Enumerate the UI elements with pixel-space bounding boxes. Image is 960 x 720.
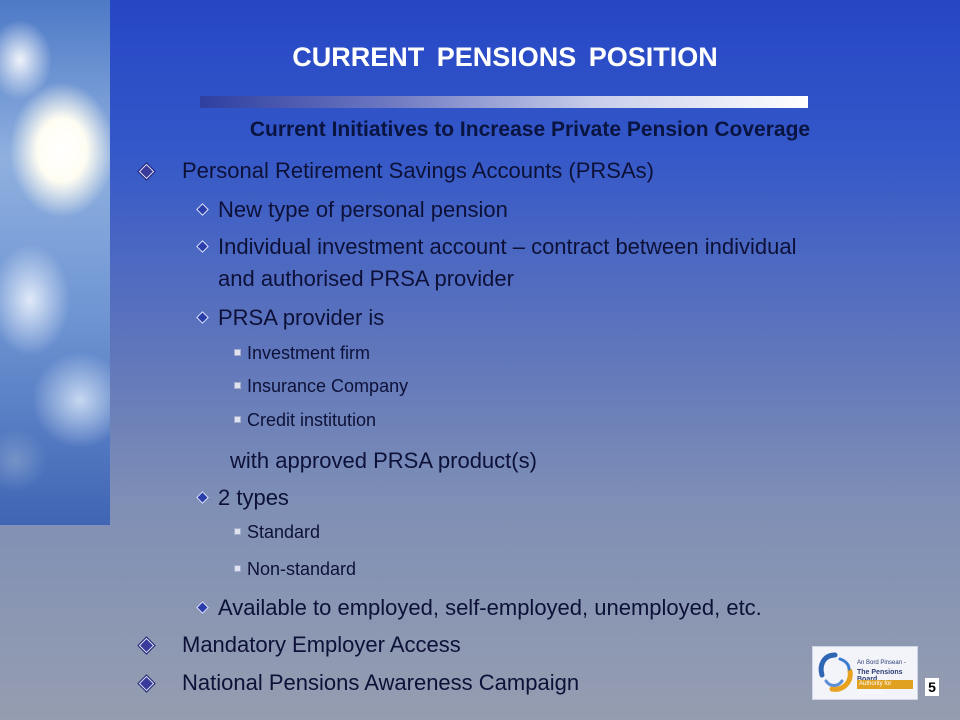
- bullet-provider-is: PRSA provider is: [218, 305, 385, 330]
- bullet-non-standard: Non-standard: [247, 559, 357, 579]
- diamond-bullet-icon: [196, 491, 209, 504]
- swirl-logo-icon: [816, 651, 854, 695]
- slide-number: 5: [925, 678, 939, 696]
- bullet-awareness-campaign: National Pensions Awareness Campaign: [182, 670, 580, 695]
- square-bullet-icon: [234, 382, 241, 389]
- bullet-individual-account-cont: and authorised PRSA provider: [218, 266, 514, 291]
- title-underline-bar: [200, 96, 808, 108]
- square-bullet-icon: [234, 416, 241, 423]
- diamond-bullet-icon: [139, 638, 155, 654]
- logo-line-tagline: Authority for Pensions: [857, 680, 913, 689]
- square-bullet-icon: [234, 528, 241, 535]
- bullet-standard: Standard: [247, 522, 321, 542]
- approved-product-note: with approved PRSA product(s): [230, 448, 537, 473]
- bullet-insurance-company: Insurance Company: [247, 376, 409, 396]
- square-bullet-icon: [234, 565, 241, 572]
- logo-line-irish: An Bord Pinsean -: [857, 660, 906, 666]
- diamond-bullet-icon: [196, 240, 209, 253]
- diamond-bullet-icon: [196, 311, 209, 324]
- bullet-mandatory-access: Mandatory Employer Access: [182, 632, 461, 657]
- bullet-credit-institution: Credit institution: [247, 410, 377, 430]
- bullet-available-to: Available to employed, self-employed, unemployed, etc.: [218, 595, 762, 620]
- diamond-bullet-icon: [139, 676, 155, 692]
- sky-image: [0, 0, 110, 525]
- bullet-prsa: Personal Retirement Savings Accounts (PRSAs): [182, 158, 654, 183]
- bullet-individual-account: Individual investment account – contract between individual: [218, 234, 797, 259]
- bullet-new-type: New type of personal pension: [218, 197, 508, 222]
- pensions-board-logo: [812, 646, 918, 700]
- slide-title: CURRENT PENSIONS POSITION: [292, 42, 718, 72]
- slide-subtitle: Current Initiatives to Increase Private Pension Coverage: [249, 118, 811, 141]
- bullet-two-types: 2 types: [218, 485, 289, 510]
- logo-line-name: The Pensions: [857, 669, 903, 676]
- square-bullet-icon: [234, 349, 241, 356]
- diamond-bullet-icon: [196, 601, 209, 614]
- diamond-bullet-icon: [196, 203, 209, 216]
- diamond-bullet-icon: [139, 164, 155, 180]
- bullet-investment-firm: Investment firm: [247, 343, 371, 363]
